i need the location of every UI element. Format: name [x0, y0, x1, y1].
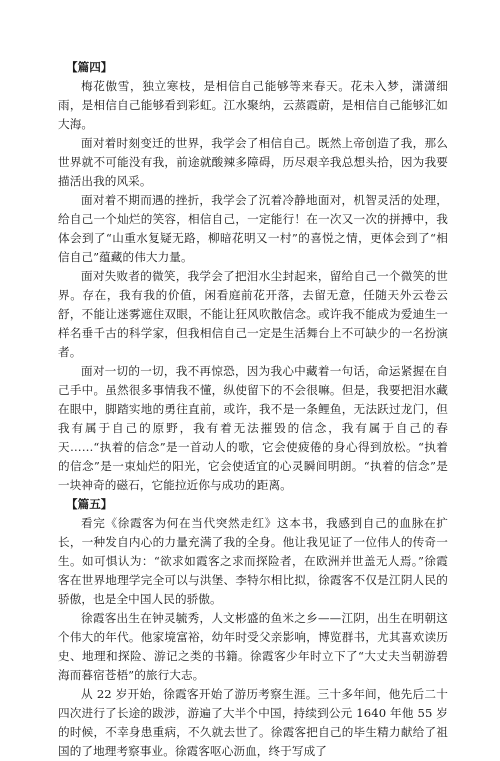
paragraph: 从 22 岁开始，徐霞客开始了游历考察生涯。三十多年间，他先后二十四次进行了长途的跋涉，游遍了大半个中国，持续到公元 1640 年他 55 岁的时候，不幸身患重病，不久就去世了。徐霞客把自己的毕生精力献给了祖国的了地理考察事业。徐霞客呕心沥血，终于写成了	[58, 687, 448, 758]
paragraph: 徐霞客出生在钟灵毓秀，人文彬盛的鱼米之乡——江阴，出生在明朝这个伟大的年代。他家境富裕，幼年时受父亲影响，博览群书，尤其喜欢读历史、地理和探险、游记之类的书籍。徐霞客少年时立下了“大丈夫当朝游碧海而暮宿苍梧”的旅行大志。	[58, 611, 448, 682]
paragraph: 面对着时刻变迁的世界，我学会了相信自己。既然上帝创造了我，那么世界就不可能没有我，前途就酸辣多障碍，历尽艰辛我总想头拾，因为我要描活出我的风采。	[58, 136, 448, 188]
section-heading-4: 【篇四】	[66, 60, 113, 74]
paragraph: 梅花傲雪，独立寒枝，是相信自己能够等来春天。花未入梦，潇潇细雨，是相信自己能够看到彩虹。江水聚纳，云蒸霞蔚，是相信自己能够汇如大海。	[58, 79, 448, 131]
paragraph: 看完《徐霞客为何在当代突然走红》这本书，我感到自己的血脉在扩长，一种发自内心的力量充满了我的全身。他让我见证了一位伟人的传奇一生。如可惧认为：“欲求如霞客之求而探险者，在欧洲并世盖无人焉。”徐霞客在世界地理学完全可以与洪堡、李特尔相比拟，徐霞客不仅是江阴人民的骄傲，也是全中国人民的骄傲。	[58, 516, 448, 606]
section-heading-5: 【篇五】	[66, 497, 113, 511]
paragraph: 面对着不期而遇的挫折，我学会了沉着冷静地面对，机智灵活的处理，给自己一个灿烂的笑容，相信自己，一定能行！在一次又一次的拼搏中，我体会到了“山重水复疑无路，柳暗花明又一村”的喜悦之情，更体会到了“相信自己”蕴藏的伟大力量。	[58, 193, 448, 264]
paragraph: 面对一切的一切，我不再惊恐，因为我心中藏着一句话，命运紧握在自己手中。虽然很多事情我不懂，纵使留下的不会很嘛。但是，我要把泪水藏在眼中，脚踏实地的勇往直前，或许，我不是一条鲤鱼，无法跃过龙门，但我有属于自己的原野，我有着无法摧毁的信念，我有属于自己的春天……“执着的信念”是一首动人的歌，它会使疲倦的身心得到放松。“执着的信念”是一束灿烂的阳光，它会使适宜的心灵瞬间明朗。“执着的信念”是一块神奇的磁石，它能拉近你与成功的距离。	[58, 364, 448, 492]
paragraph: 面对失败者的微笑，我学会了把泪水尘封起来，留给自己一个微笑的世界。存在，我有我的价值，闲看庭前花开落，去留无意，任随天外云卷云舒，不能让迷雾遮住双眼，不能让狂风吹散信念。或许我不能成为爱迪生一样名垂千古的科学家，但我相信自己一定是生活舞台上不可缺少的一名扮演者。	[58, 269, 448, 359]
